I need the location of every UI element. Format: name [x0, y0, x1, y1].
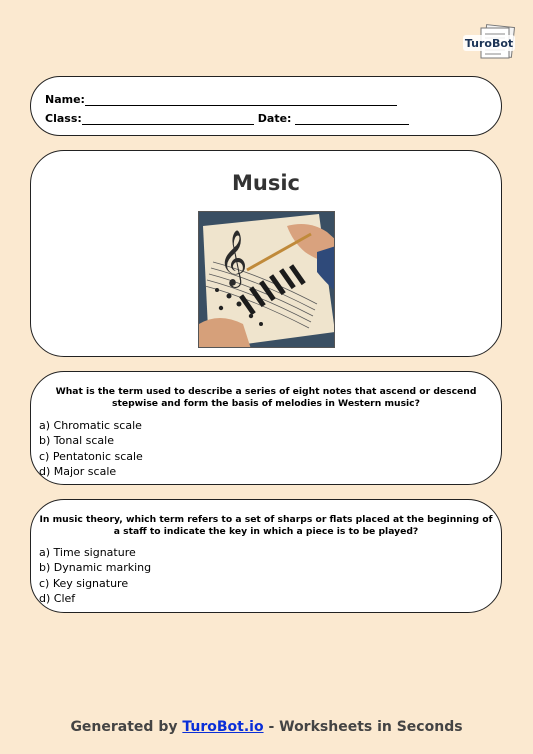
- answer-option[interactable]: c) Key signature: [39, 576, 129, 590]
- class-field[interactable]: [82, 113, 254, 125]
- answer-options: [39, 418, 143, 480]
- answer-option[interactable]: a) Chromatic scale: [39, 419, 142, 432]
- question-card-1: [30, 371, 502, 485]
- answer-options: [39, 545, 151, 607]
- question-card-2: [30, 499, 502, 613]
- question-text: In music theory, which term refers to a set of sharps or flats placed at the beginning of a staff to indicate the key in which a piece is to be played?: [39, 514, 493, 537]
- name-field[interactable]: [85, 94, 397, 106]
- turobot-link[interactable]: TuroBot.io: [182, 719, 264, 735]
- footer-prefix: Generated by: [70, 719, 178, 735]
- music-illustration: [198, 211, 335, 348]
- question-text: What is the term used to describe a series of eight notes that ascend or descend stepwise and form the basis of melodies in Western music?: [55, 386, 477, 409]
- answer-option[interactable]: d) Clef: [39, 592, 76, 606]
- worksheet-title: Music: [232, 171, 300, 195]
- treble-clef-icon: 𝄞: [219, 230, 248, 286]
- date-field[interactable]: [295, 113, 409, 125]
- footer: [0, 719, 533, 735]
- answer-option[interactable]: b) Tonal scale: [39, 434, 114, 448]
- student-info-card: [30, 76, 502, 136]
- title-card: [30, 150, 502, 357]
- class-date-row: [45, 112, 409, 125]
- name-row: [45, 93, 397, 106]
- answer-option[interactable]: b) Dynamic marking: [39, 561, 152, 575]
- answer-option[interactable]: d) Major scale: [39, 465, 117, 479]
- answer-option[interactable]: c) Pentatonic scale: [39, 449, 143, 463]
- turobot-logo: [463, 24, 517, 62]
- logo-text: TuroBot: [464, 37, 514, 50]
- footer-suffix: - Worksheets in Seconds: [268, 719, 463, 735]
- name-label: Name:: [45, 93, 85, 106]
- class-label: Class:: [45, 112, 82, 125]
- date-label: Date:: [257, 112, 292, 125]
- answer-option[interactable]: a) Time signature: [39, 546, 136, 559]
